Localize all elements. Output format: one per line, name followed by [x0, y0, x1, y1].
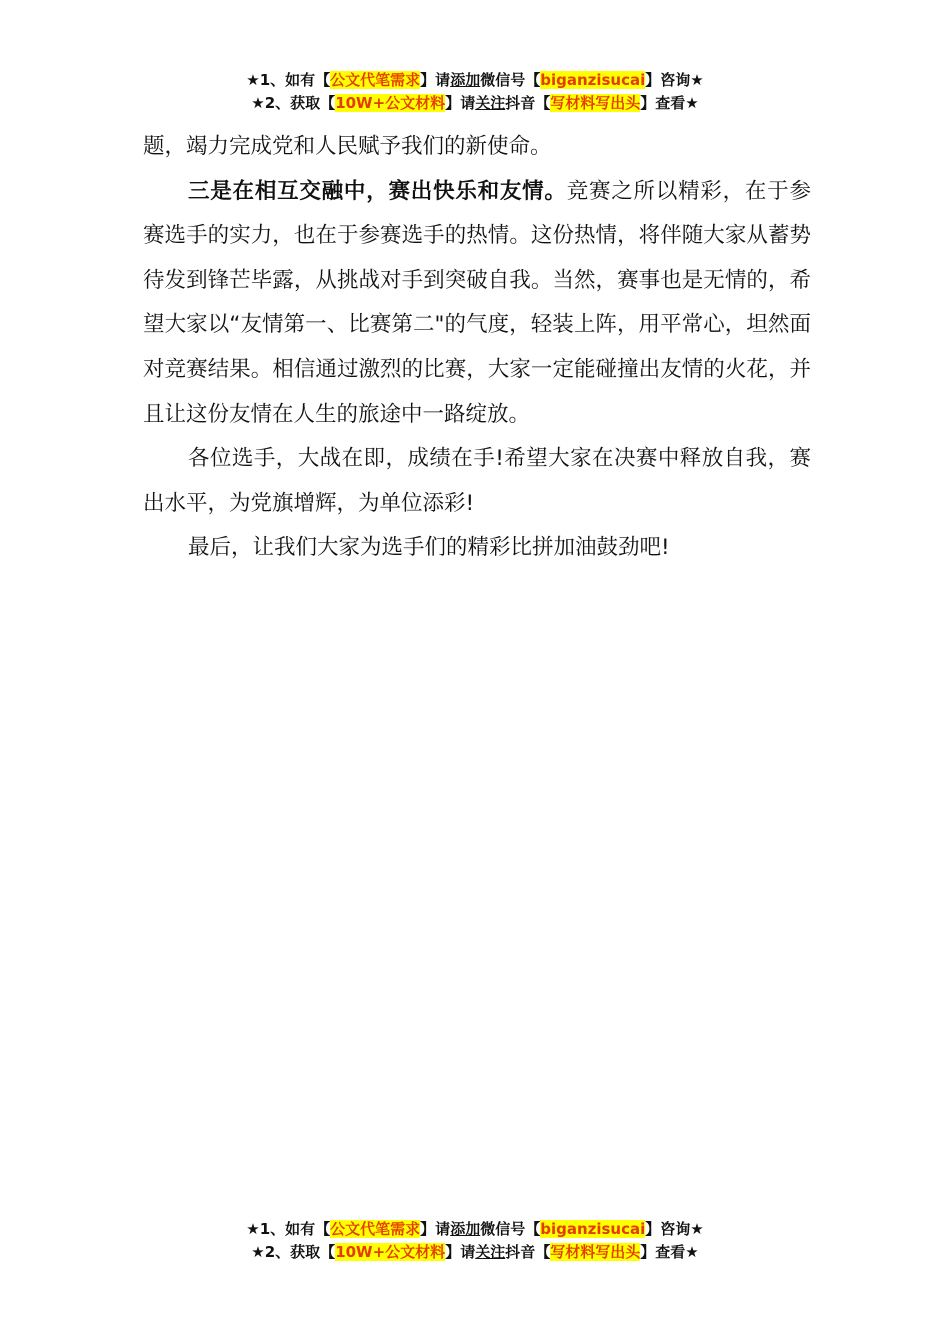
highlight-service: 公文代笔需求 [330, 1220, 421, 1238]
emphasis-text: 关注 [475, 1243, 506, 1261]
banner-text: ★2、获取【 [251, 94, 336, 112]
banner-text: 】查看★ [640, 1243, 699, 1261]
banner-text: 微信号【 [480, 1220, 541, 1238]
banner-text: 】查看★ [640, 94, 699, 112]
banner-text: 】请 [420, 71, 451, 89]
paragraph-encouragement: 各位选手，大战在即，成绩在手!希望大家在决赛中释放自我，赛出水平，为党旗增辉，为单位添彩! [143, 446, 811, 516]
highlight-wechat-id: biganzisucai [540, 71, 646, 89]
highlight-douyin-account: 写材料写出头 [550, 1243, 641, 1261]
banner-line-1 [0, 69, 950, 92]
banner-line-2 [0, 92, 950, 115]
banner-text: ★2、获取【 [251, 1243, 336, 1261]
banner-text: 】请 [420, 1220, 451, 1238]
paragraph-section-three [143, 170, 811, 438]
banner-line-2 [0, 1241, 950, 1264]
banner-text: 】咨询★ [645, 71, 704, 89]
emphasis-text: 添加 [450, 71, 481, 89]
section-heading: 三是在相互交融中，赛出快乐和友情。 [188, 178, 567, 204]
emphasis-text: 关注 [475, 94, 506, 112]
banner-text: 】咨询★ [645, 1220, 704, 1238]
header-banner [0, 69, 950, 115]
banner-text: ★1、如有【 [246, 71, 331, 89]
banner-text: 微信号【 [480, 71, 541, 89]
paragraph-continuation: 题，竭力完成党和人民赋予我们的新使命。 [143, 134, 552, 159]
footer-banner [0, 1218, 950, 1264]
document-body [143, 125, 811, 571]
highlight-materials: 10W+公文材料 [335, 94, 446, 112]
banner-text: ★1、如有【 [246, 1220, 331, 1238]
emphasis-text: 添加 [450, 1220, 481, 1238]
highlight-douyin-account: 写材料写出头 [550, 94, 641, 112]
section-body: 竞赛之所以精彩，在于参赛选手的实力，也在于参赛选手的热情。这份热情，将伴随大家从蓄势待发到锋芒毕露，从挑战对手到突破自我。当然，赛事也是无情的，希望大家以“友情第一、比赛第二"的气度，轻装上阵，用平常心，坦然面对竞赛结果。相信通过激烈的比赛，大家一定能碰撞出友情的火花，并且让这份友情在人生的旅途中一路绽放。 [143, 178, 811, 427]
banner-text: 抖音【 [505, 94, 551, 112]
banner-line-1 [0, 1218, 950, 1241]
banner-text: 】请 [445, 1243, 476, 1261]
highlight-service: 公文代笔需求 [330, 71, 421, 89]
highlight-materials: 10W+公文材料 [335, 1243, 446, 1261]
paragraph-closing: 最后，让我们大家为选手们的精彩比拼加油鼓劲吧! [188, 535, 670, 561]
banner-text: 】请 [445, 94, 476, 112]
banner-text: 抖音【 [505, 1243, 551, 1261]
highlight-wechat-id: biganzisucai [540, 1220, 646, 1238]
